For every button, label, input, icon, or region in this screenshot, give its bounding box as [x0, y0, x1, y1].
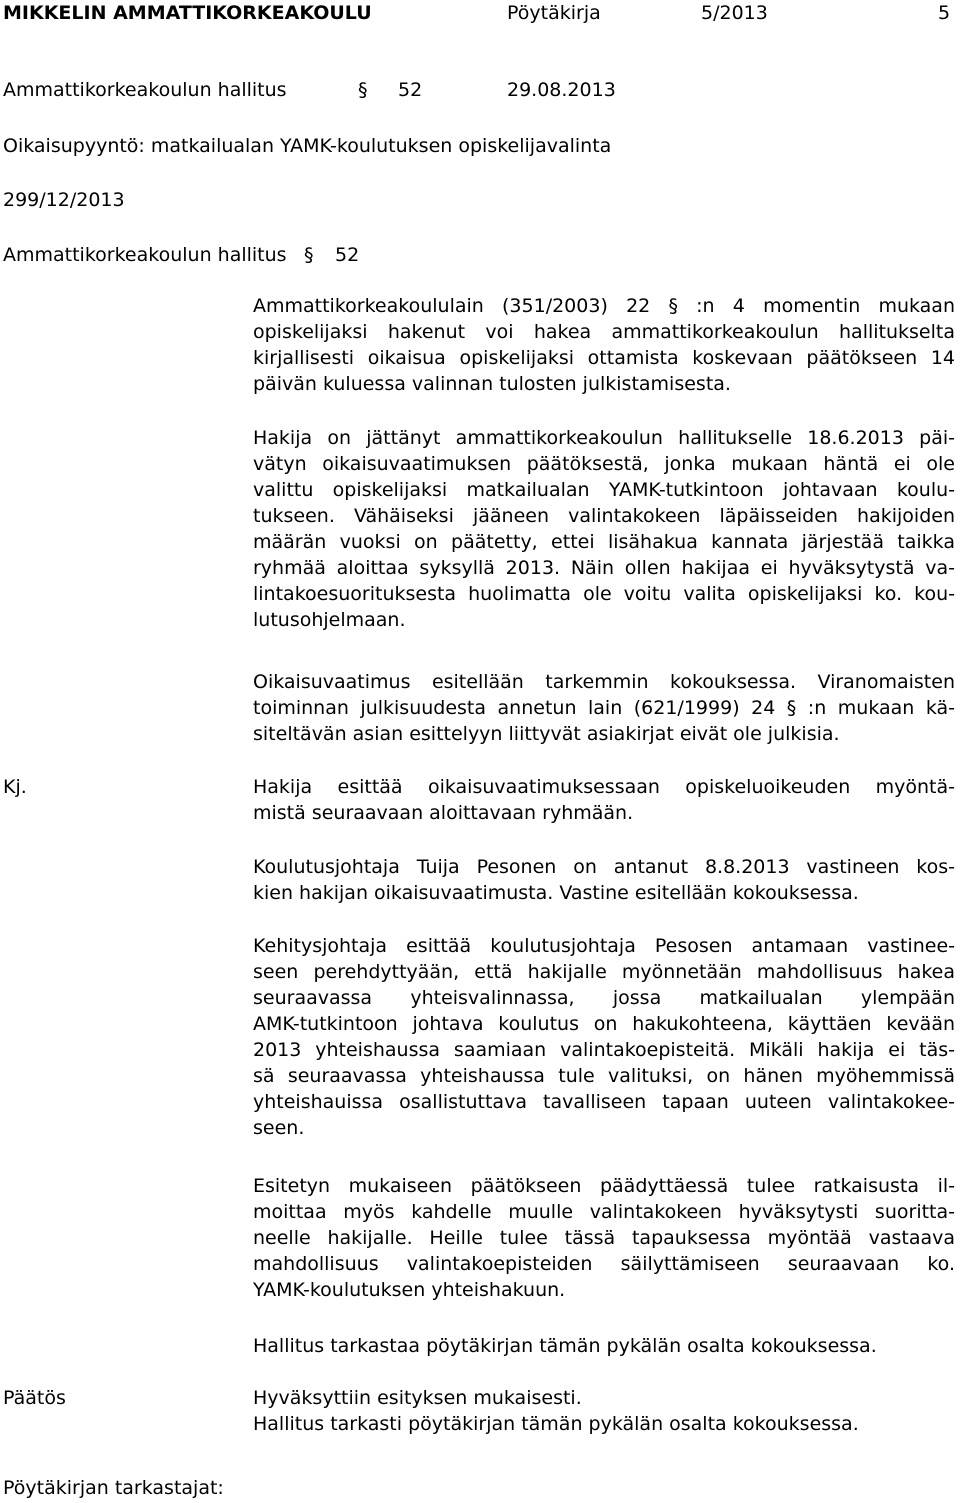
text-line: neelle hakijalle. Heille tulee tässä tapauksessa myöntää vastaava: [253, 1227, 955, 1249]
text-line: yhteishauissa osallistuttava tavalliseen tapaan uuteen valintakokee-: [253, 1091, 955, 1113]
text-line: seen.: [253, 1117, 305, 1139]
text-line: Esitetyn mukaiseen päätökseen päädyttäessä tulee ratkaisusta il-: [253, 1175, 955, 1197]
document-type: Pöytäkirja: [507, 2, 601, 24]
reviewers-label: Pöytäkirjan tarkastajat:: [3, 1477, 224, 1499]
text-line: opiskelijaksi hakenut voi hakea ammattikorkeakoulun hallitukselta: [253, 321, 955, 343]
paragraph-decision: [253, 1385, 955, 1437]
meeting-date: 29.08.2013: [507, 79, 616, 101]
text-line: määrän vuoksi on päätetty, ettei lisähakua kannata järjestää taikka: [253, 531, 955, 553]
item-reference: 299/12/2013: [3, 189, 125, 211]
item-section-number: 52: [335, 244, 360, 266]
text-line: tukseen. Vähäiseksi jääneen valintakokeen läpäisseiden hakijoiden: [253, 505, 955, 527]
paragraph-response: [253, 854, 955, 906]
text-line: lintakoesuorituksesta huolimatta ole voitu valita opiskelijaksi ko. kou-: [253, 583, 955, 605]
text-line: Hallitus tarkastaa pöytäkirjan tämän pykälän osalta kokouksessa.: [253, 1335, 877, 1357]
text-line: vätyn oikaisuvaatimuksen päätöksestä, jonka mukaan häntä ei ole: [253, 453, 955, 475]
text-line: Ammattikorkeakoululain (351/2003) 22 § :n 4 momentin mukaan: [253, 295, 955, 317]
text-line: seen perehdyttyään, että hakijalle myönnetään mahdollisuus hakea: [253, 961, 955, 983]
paragraph-appeal-details: [253, 425, 955, 633]
text-line: kien hakijan oikaisuvaatimusta. Vastine esitellään kokouksessa.: [253, 882, 859, 904]
page-number: 5: [938, 2, 951, 24]
paragraph-confidentiality: [253, 669, 955, 747]
text-line: valittu opiskelijaksi matkailualan YAMK-tutkintoon johtavaan koulu-: [253, 479, 955, 501]
paragraph-legal-basis: [253, 293, 955, 397]
text-line: ryhmää aloittaa syksyllä 2013. Näin ollen hakijaa ei hyväksytystä va-: [253, 557, 955, 579]
meeting-section-number: 52: [398, 79, 423, 101]
text-line: Hakija esittää oikaisuvaatimuksessaan opiskeluoikeuden myöntä-: [253, 776, 955, 798]
text-line: Hyväksyttiin esityksen mukaisesti.: [253, 1387, 582, 1409]
proposal-label: Kj.: [3, 776, 27, 798]
text-line: moittaa myös kahdelle muulle valintakokeen hyväksytysti suoritta-: [253, 1201, 955, 1223]
document-number: 5/2013: [701, 2, 768, 24]
paragraph-notification: [253, 1173, 955, 1303]
text-line: toiminnan julkisuudesta annetun lain (621/1999) 24 § :n mukaan kä-: [253, 697, 955, 719]
paragraph-review-note: [253, 1333, 955, 1359]
organization-name: MIKKELIN AMMATTIKORKEAKOULU: [3, 2, 372, 24]
governing-body: Ammattikorkeakoulun hallitus: [3, 79, 287, 101]
decision-label: Päätös: [3, 1387, 66, 1409]
document-header: [0, 0, 960, 26]
item-body-section: Ammattikorkeakoulun hallitus: [3, 244, 287, 266]
text-line: 2013 yhteishaussa saamiaan valintakoepisteitä. Mikäli hakija ei täs-: [253, 1039, 955, 1061]
text-line: lutusohjelmaan.: [253, 609, 406, 631]
text-line: Hakija on jättänyt ammattikorkeakoulun hallitukselle 18.6.2013 päi-: [253, 427, 955, 449]
text-line: YAMK-koulutuksen yhteishakuun.: [253, 1279, 566, 1301]
text-line: Oikaisuvaatimus esitellään tarkemmin kokouksessa. Viranomaisten: [253, 671, 955, 693]
text-line: mahdollisuus valintakoepisteiden säilyttämiseen seuraavaan ko.: [253, 1253, 955, 1275]
text-line: Hallitus tarkasti pöytäkirjan tämän pykälän osalta kokouksessa.: [253, 1413, 859, 1435]
paragraph-proposal: [253, 933, 955, 1141]
text-line: seuraavassa yhteisvalinnassa, jossa matkailualan ylempään: [253, 987, 955, 1009]
text-line: kirjallisesti oikaisua opiskelijaksi ottamista koskevaan päätökseen 14: [253, 347, 955, 369]
paragraph-request: [253, 774, 955, 826]
text-line: AMK-tutkintoon johtava koulutus on hakukohteena, käyttäen kevään: [253, 1013, 955, 1035]
text-line: Kehitysjohtaja esittää koulutusjohtaja Pesosen antamaan vastinee-: [253, 935, 955, 957]
text-line: sä seuraavassa yhteishaussa tule valituksi, on hänen myöhemmissä: [253, 1065, 955, 1087]
text-line: Koulutusjohtaja Tuija Pesonen on antanut 8.8.2013 vastineen kos-: [253, 856, 955, 878]
item-title: Oikaisupyyntö: matkailualan YAMK-koulutuksen opiskelijavalinta: [3, 135, 612, 157]
text-line: päivän kuluessa valinnan tulosten julkistamisesta.: [253, 373, 731, 395]
section-symbol: §: [358, 79, 368, 101]
text-line: mistä seuraavaan aloittavaan ryhmään.: [253, 802, 634, 824]
item-section-symbol: §: [304, 244, 314, 266]
text-line: siteltävän asian esittelyyn liittyvät asiakirjat eivät ole julkisia.: [253, 723, 840, 745]
